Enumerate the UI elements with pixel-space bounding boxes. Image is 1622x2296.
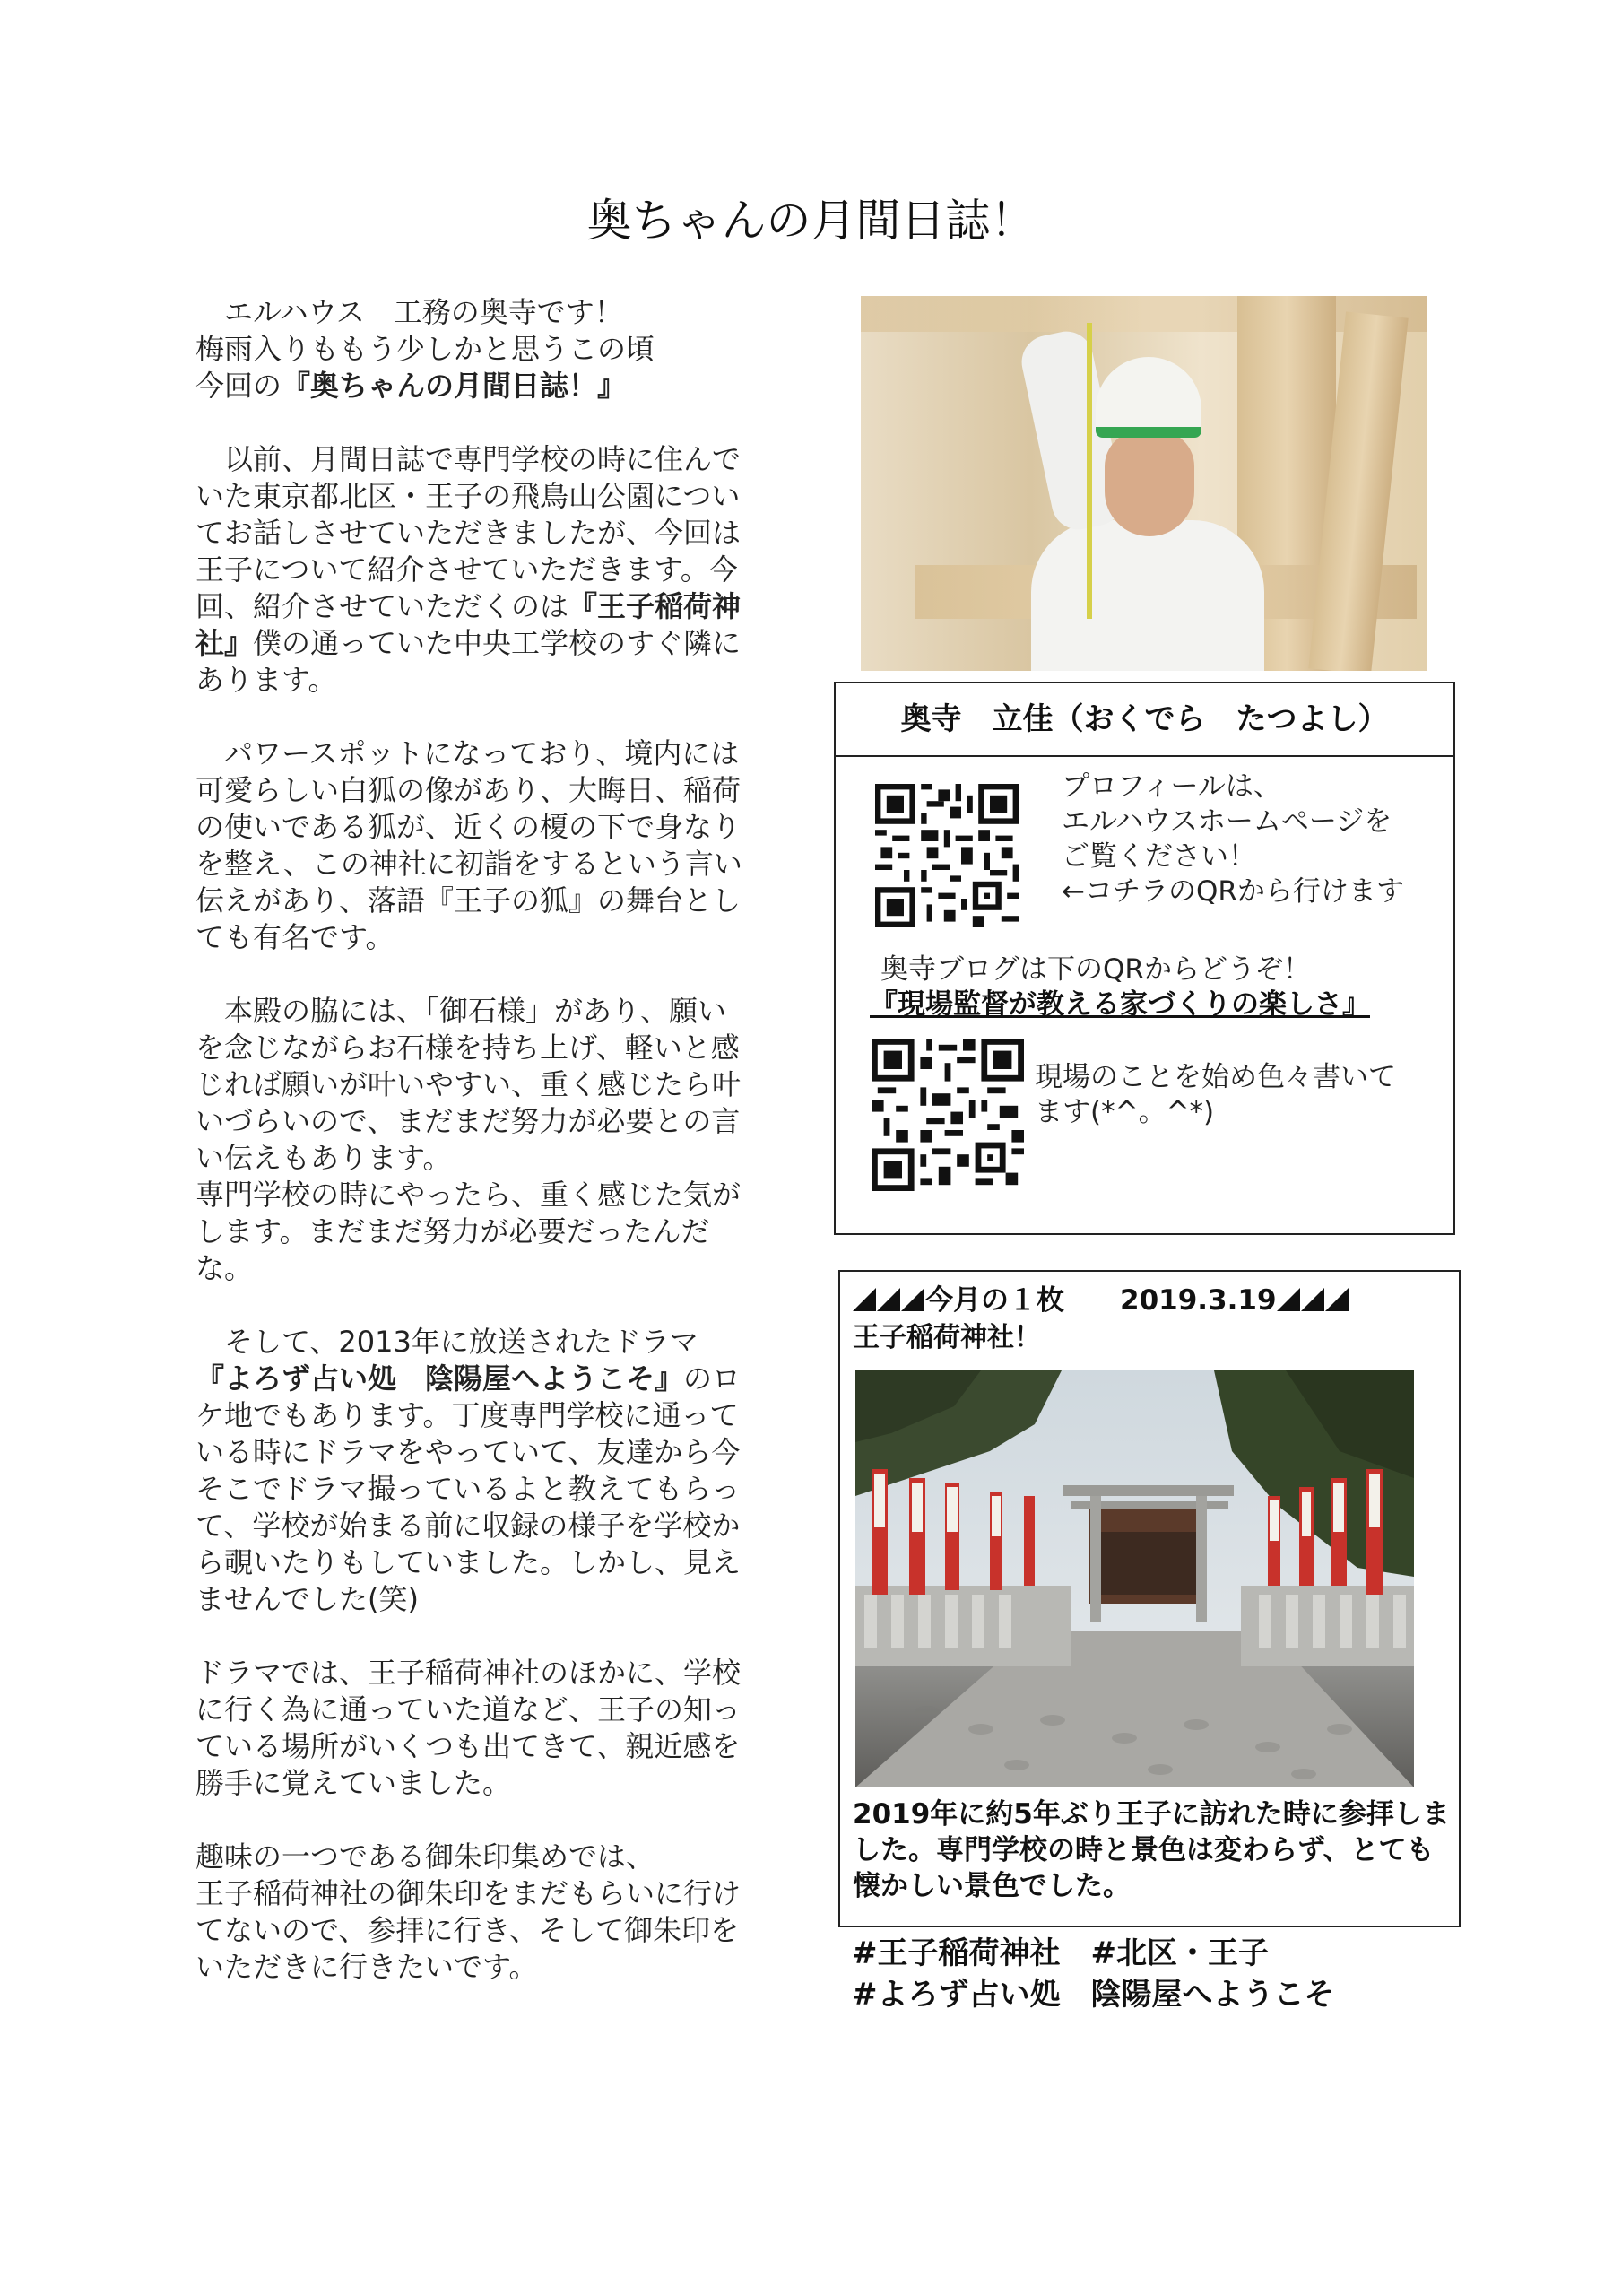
paragraph-5: ドラマでは、王子稲荷神社のほかに、学校に行く為に通っていた道など、王子の知っている場所がいくつも出てきて、親近感を勝手に覚えていました。: [195, 1656, 742, 1800]
paragraph-1-text-end: 僕の通っていた中央工学校のすぐ隣にあります。: [195, 626, 742, 697]
photo-caption: 2019年に約5年ぶり王子に訪れた時に参拝しました。専門学校の時と景色は変わらず、とても懐かしい景色でした。: [853, 1798, 1450, 1902]
paragraph-4-text-end: のロケ地でもあります。丁度専門学校に通っている時にドラマをやっていて、友達から今そこでドラマ撮っているよと教えてもらって、学校が始まる前に収録の様子を学校から覗いたりもしていました。しかし、見えませんでした(笑): [195, 1361, 742, 1616]
triangle-icon: [853, 1288, 876, 1311]
header-date: 2019.3.19: [1120, 1284, 1277, 1317]
header-label: 今月の１枚: [925, 1284, 1064, 1317]
profile-box: [834, 682, 1455, 1235]
triangle-icon: [877, 1288, 900, 1311]
paragraph-4-text: そして、2013年に放送されたドラマ: [195, 1325, 698, 1359]
shrine-photo: [855, 1370, 1414, 1787]
intro-line-2: 梅雨入りももう少しかと思うこの頃: [195, 332, 655, 366]
profile-text: プロフィールは、 エルハウスホームページを ご覧ください！ ←コチラのQRから行けます: [1062, 770, 1404, 908]
paragraph-4: [195, 1324, 753, 1618]
photo-of-the-month-box: [838, 1270, 1461, 1927]
triangle-icon: [1325, 1288, 1349, 1311]
intro-line-3-bold: 『奥ちゃんの月間日誌！』: [282, 369, 627, 403]
blog-description: 現場のことを始め色々書いて ます(*^。^*): [1035, 1061, 1396, 1128]
paragraph-2: パワースポットになっており、境内には可愛らしい白狐の像があり、大晦日、稲荷の使いである狐が、近くの榎の下で身なりを整え、この神社に初詣をするという言い伝えがあり、落語『王子の狐』の舞台としても有名です。: [195, 736, 742, 954]
paragraph-1: [195, 441, 753, 699]
profile-name: 奥寺 立佳（おくでら たつよし）: [836, 683, 1453, 757]
triangle-icon: [1277, 1288, 1300, 1311]
blog-qr-code[interactable]: [872, 1039, 1024, 1191]
paragraph-6: 趣味の一つである御朱印集めでは、 王子稲荷神社の御朱印をまだもらいに行けてないので、参拝に行き、そして御朱印をいただきに行きたいです。: [195, 1839, 742, 1984]
intro-line-3-text: 今回の: [195, 369, 282, 403]
triangle-icon: [901, 1288, 924, 1311]
page-title: 奥ちゃんの月間日誌！: [586, 195, 1036, 247]
photo-of-the-month-header: [853, 1284, 1349, 1317]
intro-line-3: [195, 368, 753, 404]
paragraph-1-bold: 『王子稲荷神社』: [195, 589, 742, 660]
paragraph-1-text: 以前、月間日誌で専門学校の時に住んでいた東京都北区・王子の飛鳥山公園についてお話しさせていただきましたが、今回は王子について紹介させていただきます。今回、紹介させていただくのは: [195, 442, 742, 623]
profile-qr-code[interactable]: [875, 784, 1019, 927]
author-photo: [861, 296, 1427, 671]
blog-title-link[interactable]: 『現場監督が教える家づくりの楽しさ』: [870, 988, 1370, 1021]
hashtags: #王子稲荷神社 #北区・王子 #よろず占い処 陰陽屋へようこそ: [852, 1935, 1335, 2013]
triangle-icon: [1301, 1288, 1324, 1311]
intro-line-1: エルハウス 工務の奥寺です！: [195, 295, 623, 329]
photo-subtitle: 王子稲荷神社！: [853, 1322, 1041, 1353]
article-body: [195, 294, 753, 1986]
paragraph-3: 本殿の脇には、「御石様」があり、願いを念じながらお石様を持ち上げ、軽いと感じれば願いが叶いやすい、重く感じたら叶いづらいので、まだまだ努力が必要との言い伝えもあります。 専門学校の時にやったら、重く感じた気がします。まだまだ努力が必要だったんだな。: [195, 994, 742, 1285]
paragraph-4-bold: 『よろず占い処 陰陽屋へようこそ』: [195, 1361, 684, 1396]
blog-intro-text: 奥寺ブログは下のQRからどうぞ！: [880, 953, 1311, 986]
